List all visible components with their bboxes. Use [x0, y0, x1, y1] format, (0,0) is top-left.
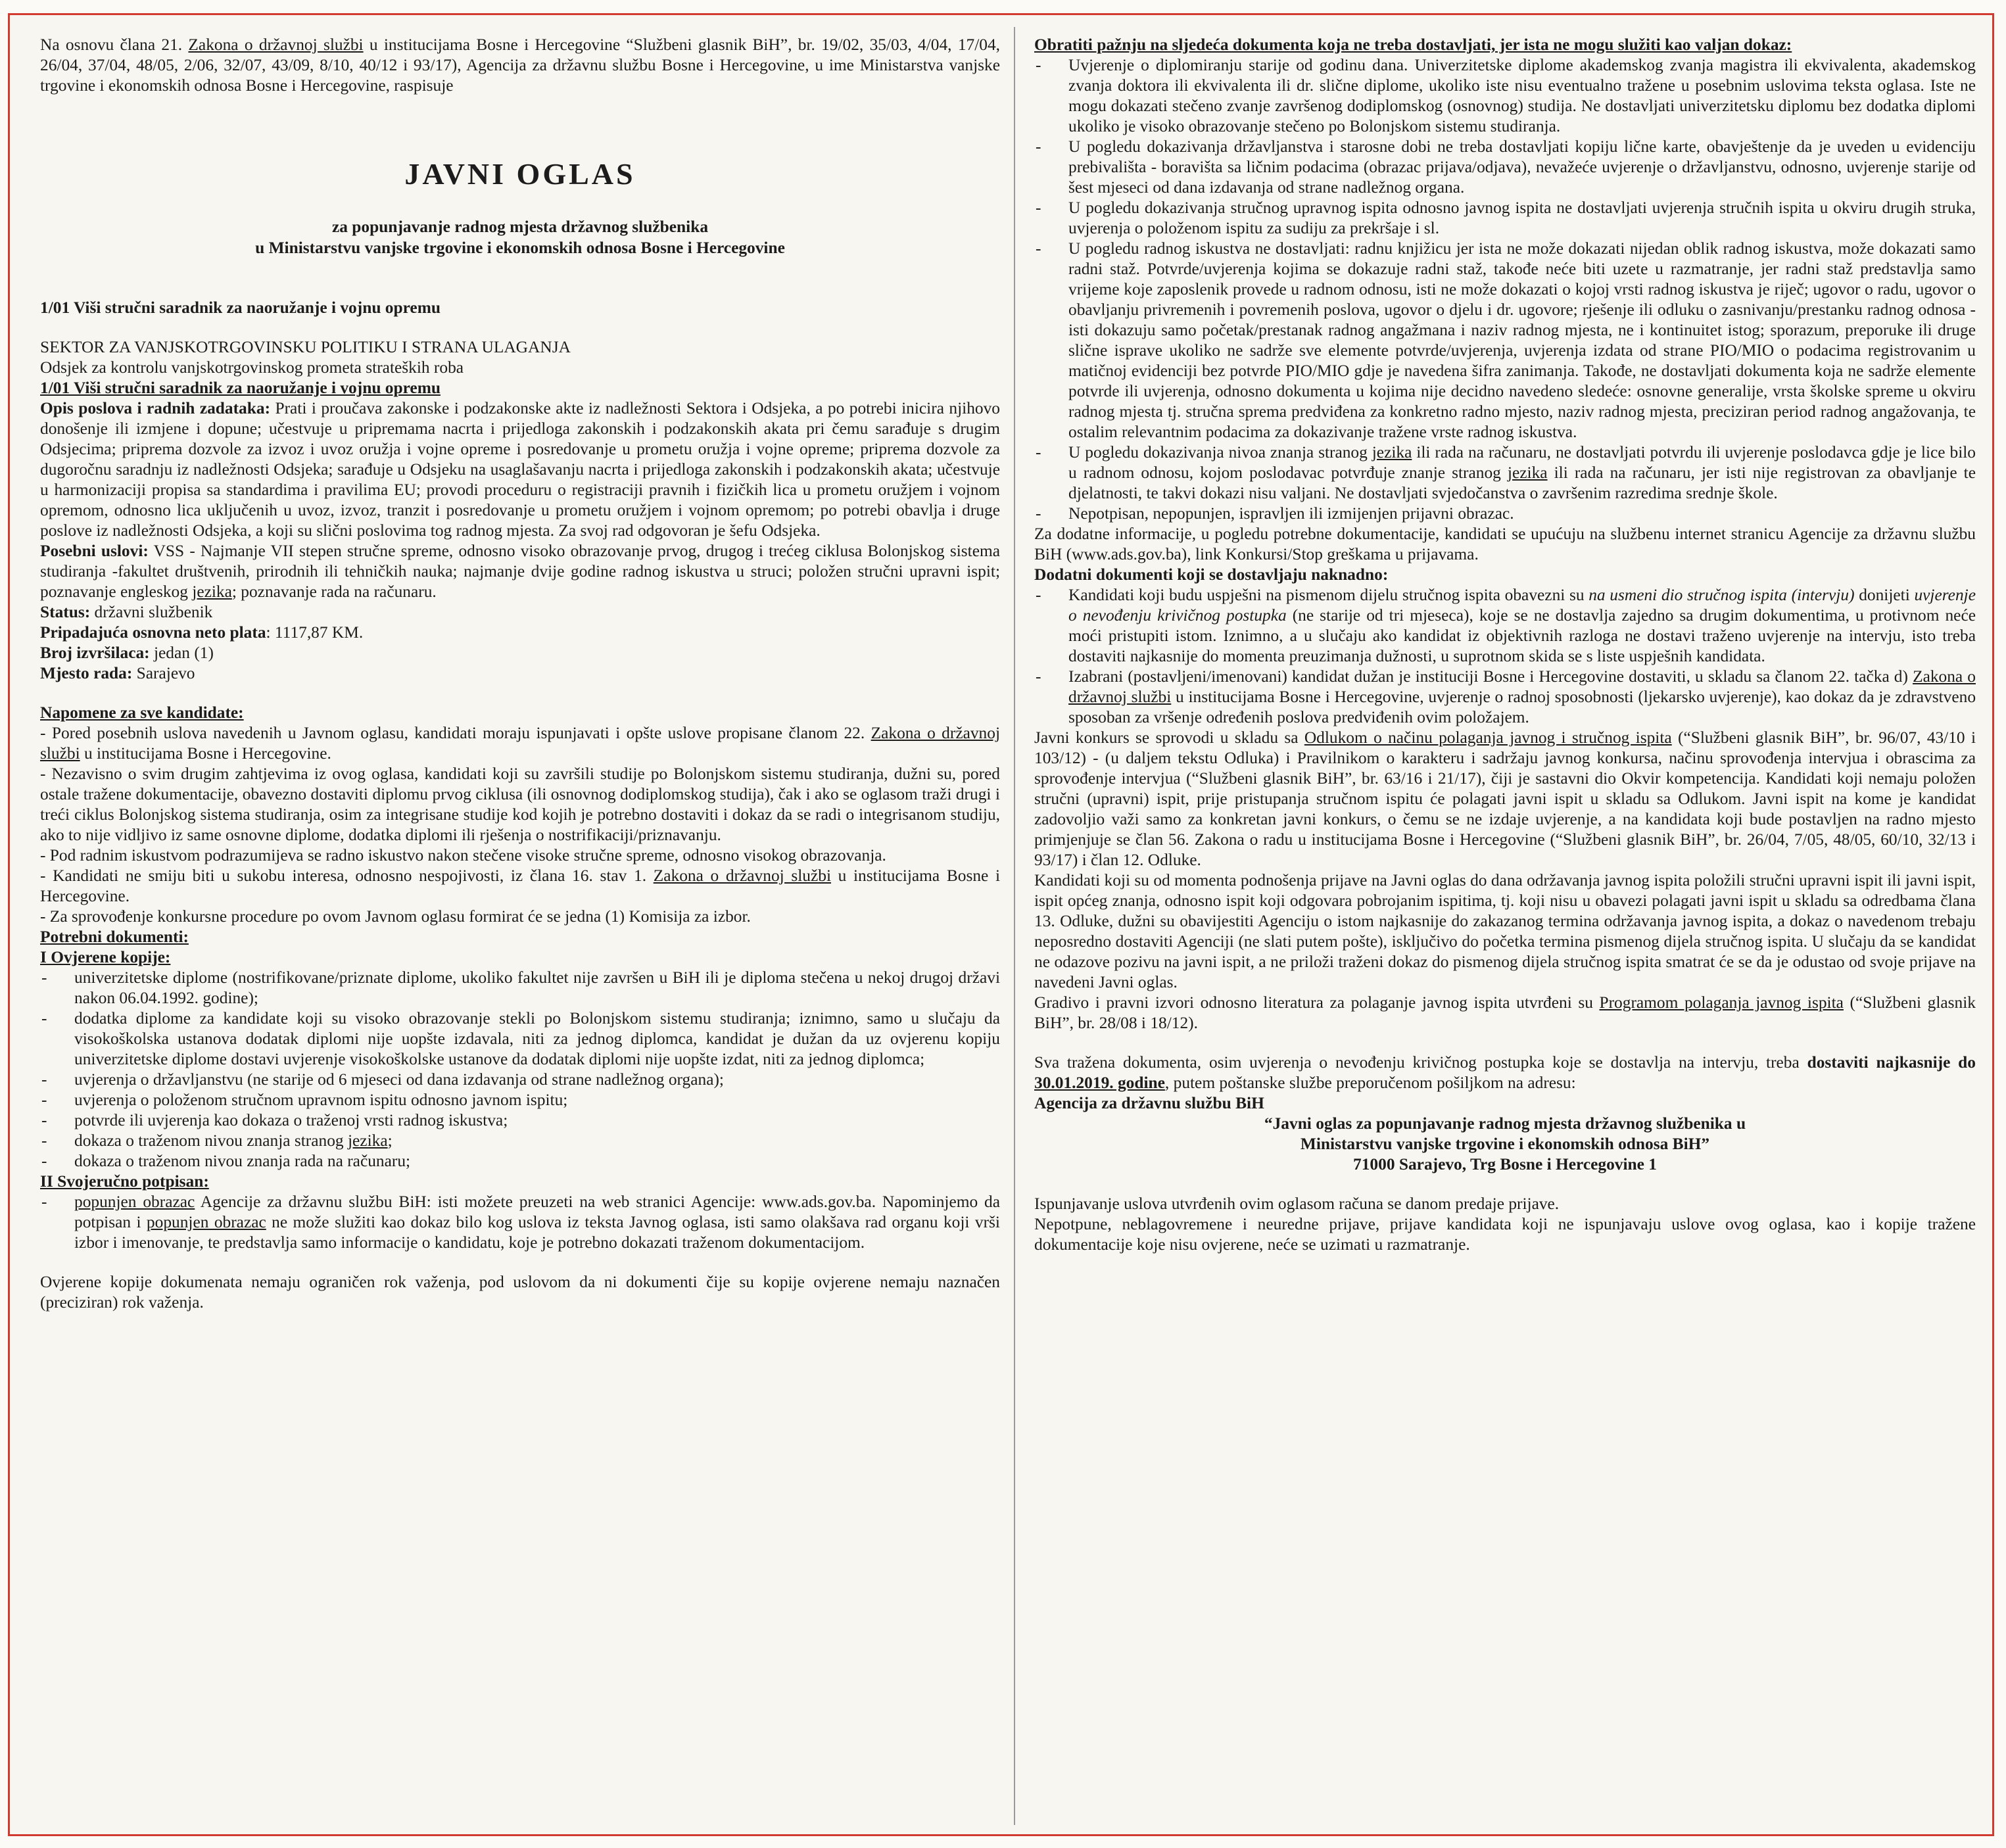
signed-heading: II Svojeručno potpisan:: [40, 1172, 209, 1191]
list-item: - uvjerenja o državljanstvu (ne starije od 6 mjeseci od dana izdavanja od strane nadležnog organa);: [40, 1070, 1000, 1090]
status-line: Status: državni službenik: [40, 603, 213, 621]
conditions-paragraph: Posebni uslovi: VSS - Najmanje VII stepen stručne spreme, odnosno visoko obrazovanje prvog, drugog i trećeg ciklusa Bolonjskog sistema studiranja -fakultet društvenih, prirodnih ili tehničkih nauka; najmanje dvije godine radnog iskustva u struci; položen stručni upravni ispit; poznavanje engleskog jezika; poznavanje rada na računaru.: [40, 542, 1000, 601]
announcement-title: JAVNI OGLAS: [404, 157, 636, 191]
sector-name: SEKTOR ZA VANJSKOTRGOVINSKU POLITIKU I STRANA ULAGANJA: [40, 338, 571, 356]
department-name: Odsjek za kontrolu vanjskotrgovinskog prometa strateških roba: [40, 358, 464, 377]
incomplete-paragraph: Nepotpune, neblagovremene i neuredne prijave, prijave kandidata koji ne ispunjavaju uslove ovog oglasa, kao i kopije tražene dokumentacije koje nisu ovjerene, neće se uzimati u razmatranje.: [1034, 1215, 1976, 1254]
column-divider: [1014, 27, 1015, 1825]
signed-list: [40, 1192, 1000, 1253]
newspaper-page: [8, 13, 1994, 1836]
announcement-subtitle-2: u Ministarstvu vanjske trgovine i ekonomskih odnosa Bosne i Hercegovine: [255, 239, 785, 257]
list-item: - univerzitetske diplome (nostrifikovane/priznate diplome, ukoliko fakultet nije završen u BiH ili je diploma stečena u nekoj drugoj državi nakon 06.04.1992. godine);: [40, 968, 1000, 1008]
certified-list: [40, 968, 1000, 1172]
info-paragraph: Za dodatne informacije, u pogledu potrebne dokumentacije, kandidati se upućuju na službenu internet stranicu Agencije za državnu službu BiH (www.ads.gov.ba), link Konkursi/Stop greškama u prijavama.: [1034, 525, 1976, 563]
position-heading: 1/01 Viši stručni saradnik za naoružanje i vojnu opremu: [40, 298, 441, 317]
list-item: - dodatka diplome za kandidate koji su visoko obrazovanje stekli po Bolonjskom sistemu studiranja; iznimno, samo u slučaju da visokoškolska ustanova dodatak diplomi nije uopšte izdavala, niti za jednog diplomca, kandidat je dužan da uz ovjerenu kopiju univerzitetske diplome dostavi uvjerenje visokoškolske ustanove da dodatak diplomi nije uopšte izdat, niti za jednog diplomca;: [40, 1008, 1000, 1070]
konkurs-paragraph: Javni konkurs se sprovodi u skladu sa Odlukom o načinu polaganja javnog i stručnog ispita (“Službeni glasnik BiH”, br. 96/07, 43/10 i 103/12) - (u daljem tekstu Odluka) i Pravilnikom o karakteru i sadržaju javnog konkursa, načinu sprovođenja intervjua i obrascima za sprovođenje intervjua (“Službeni glasnik BiH”, br. 63/16 i 21/17), čiji je sastavni dio Okvir kompetencija. Kandidati koji nemaju položen stručni (upravni) ispit, prije pristupanja stručnom ispitu će polagati javni ispit u skladu sa Odlukom. Javni ispit na kome je kandidat zadovoljio važi samo za konkretan javni konkurs, o čemu se ne izdaje uvjerenje, a na kandidata koji bude postavljen na radno mjesto primjenjuje se član 56. Zakona o radu u institucijama Bosne i Hercegovine (“Službeni glasnik BiH”, br. 26/04, 7/05, 48/05, 60/10, 32/13 i 93/17) i član 12. Odluke.: [1034, 728, 1976, 869]
list-item: - U pogledu dokazivanja državljanstva i starosne dobi ne treba dostavljati kopiju lične karte, obavještenje da je uveden u evidenciju prebivališta - boravišta sa ličnim podacima (obrazac prijava/odjava), nevažeće uvjerenje o državljanstvu, odnosno, uvjerenje starije od šest mjeseci od dana izdavanja od strane nadležnog organa.: [1034, 137, 1976, 198]
list-item: - popunjen obrazac Agencije za državnu službu BiH: isti možete preuzeti na web stranici Agencije: www.ads.gov.ba. Napominjemo da potpisan i popunjen obrazac ne može služiti kao dokaz bilo kog uslova iz teksta Javnog oglasa, isti samo olakšava rad organu koji vrši izbor i imenovanje, te predstavlja samo informacije o kandidatu, koje je potrebno dokazati traženom dokumentacijom.: [40, 1192, 1000, 1253]
address-line-3: 71000 Sarajevo, Trg Bosne i Hercegovine 1: [1353, 1155, 1657, 1173]
place-line: Mjesto rada: Sarajevo: [40, 664, 195, 682]
additional-list: [1034, 585, 1976, 728]
list-item: - Nepotpisan, nepopunjen, ispravljen ili izmijenjen prijavni obrazac.: [1034, 504, 1976, 524]
list-item: - Kandidati koji budu uspješni na pismenom dijelu stručnog ispita obavezni su na usmeni dio stručnog ispita (intervju) donijeti uvjerenje o nevođenju krivičnog postupka (ne starije od tri mjeseca), koje se ne dostavlja zajedno sa drugim dokumentima, u protivnom neće moći pristupiti istom. Iznimno, a u slučaju ako kandidat iz objektivnih razloga ne dostavi traženo uvjerenje na intervju, isto treba dostaviti najkasnije do momenta preuzimanja dužnosti, u suprotnom skida se s liste uspješnih kandidata.: [1034, 585, 1976, 667]
duties-paragraph: Opis poslova i radnih zadataka: Prati i proučava zakonske i podzakonske akte iz nadležnosti Sektora i Odsjeka, a po potrebi inicira njihovo donošenje ili izmjene i dopune; učestvuje u pripremama nacrta i prijedloga zakonskih i podzakonskih akata pri čemu sarađuje s drugim Odsjecima; priprema dozvole za izvoz i uvoz oružja i vojne opreme i posredovanje u prometu oružja i vojne opreme; priprema dozvole za dugoročnu saradnju iz nadležnosti Odsjeka; sarađuje u Odsjeku na usaglašavanju nacrta i prijedloga zakonskih i podzakonskih akata; učestvuje u harmonizaciji propisa sa standardima i pravilima EU; provodi proceduru o registraciji pravnih i fizičkih lica u prometu oružjem i vojnom opremom, odnosno lica uključenih u uvoz, izvoz, tranzit i posredovanje u prometu oružjem i vojnom opremom; po potrebi obavlja i druge poslove iz nadležnosti Odsjeka, a koji su slični poslovima tog radnog mjesta. Za svoj rad odgovoran je šefu Odsjeka.: [40, 399, 1000, 540]
executors-line: Broj izvršilaca: jedan (1): [40, 644, 214, 662]
attention-heading: Obratiti pažnju na sljedeća dokumenta koja ne treba dostavljati, jer ista ne mogu služiti kao valjan dokaz:: [1034, 36, 1792, 54]
list-item: - U pogledu dokazivanja stručnog upravnog ispita odnosno javnog ispita ne dostavljati uvjerenja stručnih ispita u okviru drugih struka, uvjerenja o položenom ispitu za sudiju za prekršaje i sl.: [1034, 198, 1976, 239]
additional-heading: Dodatni dokumenti koji se dostavljaju naknadno:: [1034, 565, 1389, 584]
list-item: - Izabrani (postavljeni/imenovani) kandidat dužan je instituciji Bosne i Hercegovine dostaviti, u skladu sa članom 22. tačka d) Zakona o državnoj službi u institucijama Bosne i Hercegovine, uvjerenje o radnoj sposobnosti (ljekarsko uvjerenje), kao dokaz da je zdravstveno sposoban za vršenje određenih poslova predviđenih ovim položajem.: [1034, 667, 1976, 728]
list-item: - potvrde ili uvjerenja kao dokaza o traženoj vrsti radnog iskustva;: [40, 1110, 1000, 1131]
list-item: - Uvjerenje o diplomiranju starije od godinu dana. Univerzitetske diplome akademskog zvanja magistra ili ekvivalenta, akademskog zvanja doktora ili ekvivalenta ili dr. slične diplome, ukoliko iste nisu eventualno tražene u posebnim uslovima teksta oglasa. Iste ne mogu dokazati stečeno zvanje završenog dodiplomskog (osnovnog) studija. Ne dostavljati univerzitetsku diplomu bez dodatka diplomi ukoliko je visoko obrazovanje stečeno po Bolonjskom sistemu studiranja.: [1034, 55, 1976, 137]
salary-line: Pripadajuća osnovna neto plata: 1117,87 KM.: [40, 623, 364, 642]
list-item: - dokaza o traženom nivou znanja rada na računaru;: [40, 1151, 1000, 1172]
note-4: - Kandidati ne smiju biti u sukobu interesa, odnosno nespojivosti, iz člana 16. stav 1. Zakona o državnoj službi u institucijama Bosne i Hercegovine.: [40, 866, 1001, 905]
notes-heading: Napomene za sve kandidate:: [40, 703, 244, 722]
address-line-1: “Javni oglas za popunjavanje radnog mjesta državnog službenika u: [1264, 1114, 1746, 1133]
note-5: - Za sprovođenje konkursne procedure po ovom Javnom oglasu formirat će se jedna (1) Komisija za izbor.: [40, 907, 751, 926]
deadline-paragraph: Sva tražena dokumenta, osim uvjerenja o nevođenju krivičnog postupka koje se dostavlja na intervju, treba dostaviti najkasnije do 30.01.2019. godine, putem poštanske službe preporučenom pošiljkom na adresu:: [1034, 1053, 1976, 1092]
right-column: [1034, 35, 1976, 1255]
candidates-paragraph: Kandidati koji su od momenta podnošenja prijave na Javni oglas do dana održavanja javnog ispita položili stručni upravni ispit ili javni ispit, ispit općeg znanja, odnosno ispit koji odgovara pobrojanim ispitima, tj. koji nisu u obavezi polagati javni ispit u skladu sa odredbama člana 13. Odluke, dužni su obavijestiti Agenciju o istom najkasnije do zakazanog termina održavanja javnog ispita, a dokaz o navedenom trebaju neposredno dostaviti Agenciji (ne slati putem pošte), isključivo do početka termina pismenog dijela stručnog ispita. U slučaju da se kandidat ne odazove pozivu na javni ispit, a ne priloži traženi dokaz do pismenog dijela stručnog ispita smatrat će se da je odustao od svoje prijave na navedeni Javni oglas.: [1034, 871, 1976, 991]
list-item: - U pogledu radnog iskustva ne dostavljati: radnu knjižicu jer ista ne može dokazati nijedan oblik radnog iskustva, može dokazati samo radni staž. Potvrde/uvjerenja kojima se dokazuje radni staž, takođe neće biti uzete u razmatranje, jer radni staž predstavlja samo vrijeme koje zaposlenik provede u radnom odnosu, isti ne može dokazati o kojoj vrsti radnog iskustva je riječ; ugovor o radu, ugovor o obavljanju privremenih i povremenih poslova, ugovor o djelu i dr. ugovore; rješenje ili odluku o zasnivanju/prestanku radnog odnosa - isti dokazuju samo početak/prestanak radnog angažmana i naziv radnog mjesta, ne i kontinuitet istog; sporazum, preporuke ili druge slične isprave ukoliko ne sadrže sve elemente potvrde/uvjerenja, uvjerenja izdata od strane PIO/MIO o podacima registrovanim u matičnoj evidenciji bez potvrde PIO/MIO gdje je navedena šifra zanimanja. Takođe, ne dostavljati dokumenta koja ne sadrže elemente potvrde ili uvjerenja, odnosno dokumenta u kojima nije decidno navedeno sledeće: osnovne generalije, vrsta školske spreme u okviru radnog mjesta tj. stručna sprema predviđena za konkretno radno mjesto, naziv radnog mjesta, preciziran period radnog angažovanja, te ostalim relevantnim podacima za dokazivanje tražene vrste radnog iskustva.: [1034, 239, 1976, 442]
docs-heading: Potrebni dokumenti:: [40, 928, 189, 946]
attention-list: [1034, 55, 1976, 524]
announcement-subtitle-1: za popunjavanje radnog mjesta državnog službenika: [331, 218, 709, 236]
note-3: - Pod radnim iskustvom podrazumijeva se radno iskustvo nakon stečene visoke stručne spreme, odnosno visokog obrazovanja.: [40, 846, 886, 865]
fulfillment-line: Ispunjavanje uslova utvrđenih ovim oglasom računa se danom predaje prijave.: [1034, 1195, 1560, 1213]
list-item: - dokaza o traženom nivou znanja stranog jezika;: [40, 1131, 1000, 1151]
material-paragraph: Gradivo i pravni izvori odnosno literatura za polaganje javnog ispita utvrđeni su Programom polaganja javnog ispita (“Službeni glasnik BiH”, br. 28/08 i 18/12).: [1034, 993, 1976, 1032]
position-underlined: 1/01 Viši stručni saradnik za naoružanje i vojnu opremu: [40, 379, 441, 397]
agency-name: Agencija za državnu službu BiH: [1034, 1094, 1264, 1112]
list-item: - U pogledu dokazivanja nivoa znanja stranog jezika ili rada na računaru, ne dostavljati potvrdu ili uvjerenje poslodavca gdje je lice bilo u radnom odnosu, kojom poslodavac potvrđuje znanje stranog jezika ili rada na računaru, jer isti nije registrovan za obavljanje te djelatnosti, te takvi dokazi nisu valjani. Ne dostavljati svjedočanstva o završenim razredima srednje škole.: [1034, 442, 1976, 504]
intro-paragraph: Na osnovu člana 21. Zakona o državnoj službi u institucijama Bosne i Hercegovine “Službeni glasnik BiH”, br. 19/02, 35/03, 4/04, 17/04, 26/04, 37/04, 48/05, 2/06, 32/07, 43/09, 8/10, 40/12 i 93/17), Agencija za državnu službu Bosne i Hercegovine, u ime Ministarstva vanjske trgovine i ekonomskih odnosa Bosne i Hercegovine, raspisuje: [40, 36, 1001, 95]
list-item: - uvjerenja o položenom stručnom upravnom ispitu odnosno javnom ispitu;: [40, 1090, 1000, 1110]
address-line-2: Ministarstvu vanjske trgovine i ekonomskih odnosa BiH”: [1300, 1135, 1710, 1153]
law-link: Zakona o državnoj službi: [188, 36, 364, 54]
note-1: - Pored posebnih uslova navedenih u Javnom oglasu, kandidati moraju ispunjavati i opšte uslove propisane članom 22. Zakona o državnoj službi u institucijama Bosne i Hercegovine.: [40, 724, 1000, 763]
left-column: [40, 35, 1000, 1313]
note-2: - Nezavisno o svim drugim zahtjevima iz ovog oglasa, kandidati koji su završili studije po Bolonjskom sistemu studiranja, dužni su, pored ostale tražene dokumentacije, obavezno dostaviti diplomu prvog ciklusa (ili osnovnog dodiplomskog studija), čak i ako se oglasom traži drugi i treći ciklus Bolonjskog sistema studiranja, osim za integrisane studije kod kojih je potrebno dostaviti i dokaz da se radi o integrisanom studiju, ako to nije vidljivo iz same osnovne diplome, dodatka diplomi ili rješenja o nostrifikaciji/priznavanju.: [40, 765, 1000, 844]
closing-paragraph: Ovjerene kopije dokumenata nemaju ograničen rok važenja, pod uslovom da ni dokumenti čije su kopije ovjerene nemaju naznačen (preciziran) rok važenja.: [40, 1273, 1000, 1312]
certified-heading: I Ovjerene kopije:: [40, 948, 171, 966]
